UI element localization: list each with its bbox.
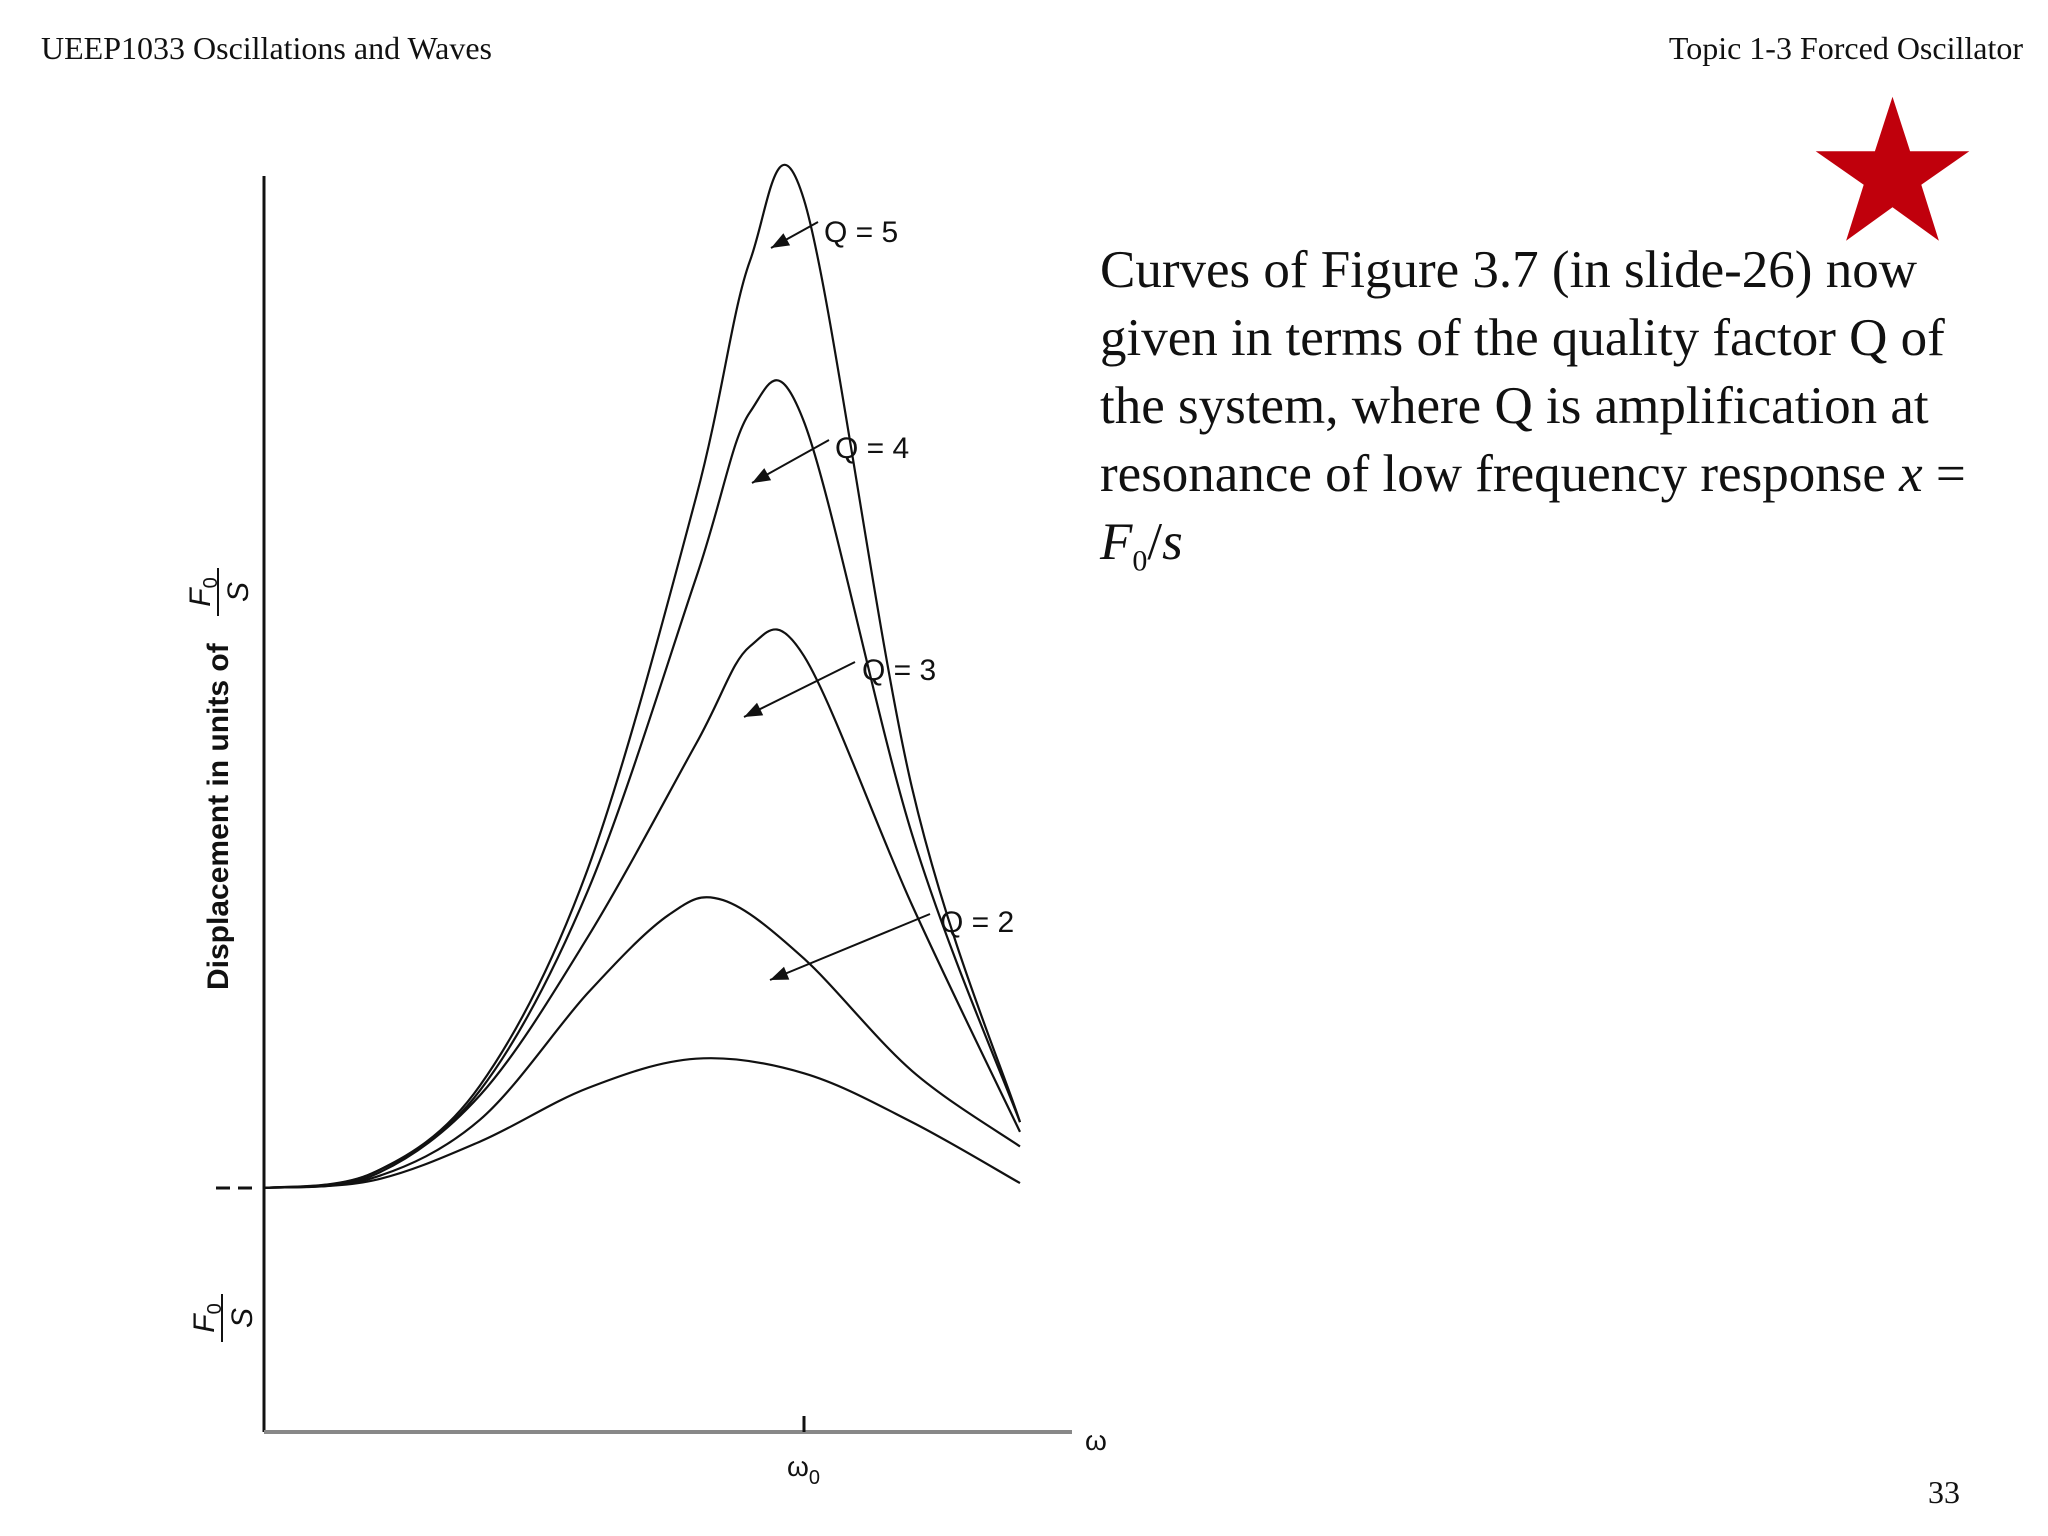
y-label-fraction-den: S — [222, 581, 255, 603]
x-tick-label-base: ω — [787, 1451, 809, 1482]
y-axis-label-text: Displacement in units of — [202, 643, 235, 990]
arrow-head-q4 — [752, 468, 771, 483]
y-axis-label — [184, 568, 255, 990]
baseline-fraction-den: S — [226, 1307, 259, 1329]
y-label-fraction-num-base: F — [184, 588, 217, 607]
subscript-zero: 0 — [1132, 544, 1148, 578]
label-q3: Q = 3 — [862, 654, 937, 687]
star-shape — [1816, 97, 1970, 241]
curve-q3 — [264, 629, 1020, 1188]
arrow-head-q5 — [771, 233, 790, 248]
star-icon — [1800, 92, 1985, 252]
arrow-line-q2 — [770, 914, 930, 980]
x-axis-label: ω — [1085, 1425, 1107, 1456]
y-label-fraction-num — [184, 577, 222, 606]
x-tick-label-sub: 0 — [808, 1467, 820, 1489]
baseline-fraction-num-base: F — [188, 1314, 221, 1333]
x-tick-label-omega0 — [787, 1451, 820, 1489]
arrow-line-q3 — [744, 662, 855, 717]
curve-q2 — [264, 897, 1020, 1188]
var-s: s — [1162, 513, 1183, 571]
label-q5: Q = 5 — [824, 216, 899, 249]
arrow-head-q2 — [770, 967, 789, 980]
y-label-fraction-num-sub: 0 — [200, 577, 222, 589]
description-text — [1100, 236, 2020, 596]
page-number: 33 — [1928, 1474, 1960, 1510]
equals-sign: = — [1922, 445, 1966, 503]
description-main: Curves of Figure 3.7 (in slide-26) now given in terms of the quality factor Q of the system, where Q is amplification at resonance of low frequency response — [1100, 241, 1945, 503]
slash: / — [1147, 513, 1163, 571]
curve-q1 — [264, 1058, 1020, 1188]
q-labels-group — [744, 216, 1014, 980]
label-q4: Q = 4 — [835, 432, 910, 465]
course-title: UEEP1033 Oscillations and Waves — [41, 30, 492, 66]
label-q2: Q = 2 — [940, 906, 1015, 939]
arrow-head-q3 — [744, 703, 763, 717]
topic-title: Topic 1-3 Forced Oscillator — [1668, 30, 2023, 66]
y-axis-label-fraction — [184, 568, 255, 616]
baseline-fraction-num-sub: 0 — [204, 1303, 226, 1315]
var-x: x — [1899, 445, 1923, 503]
baseline-tick-fraction — [188, 1294, 259, 1342]
var-F: F — [1100, 513, 1133, 571]
baseline-fraction-num — [188, 1303, 226, 1332]
